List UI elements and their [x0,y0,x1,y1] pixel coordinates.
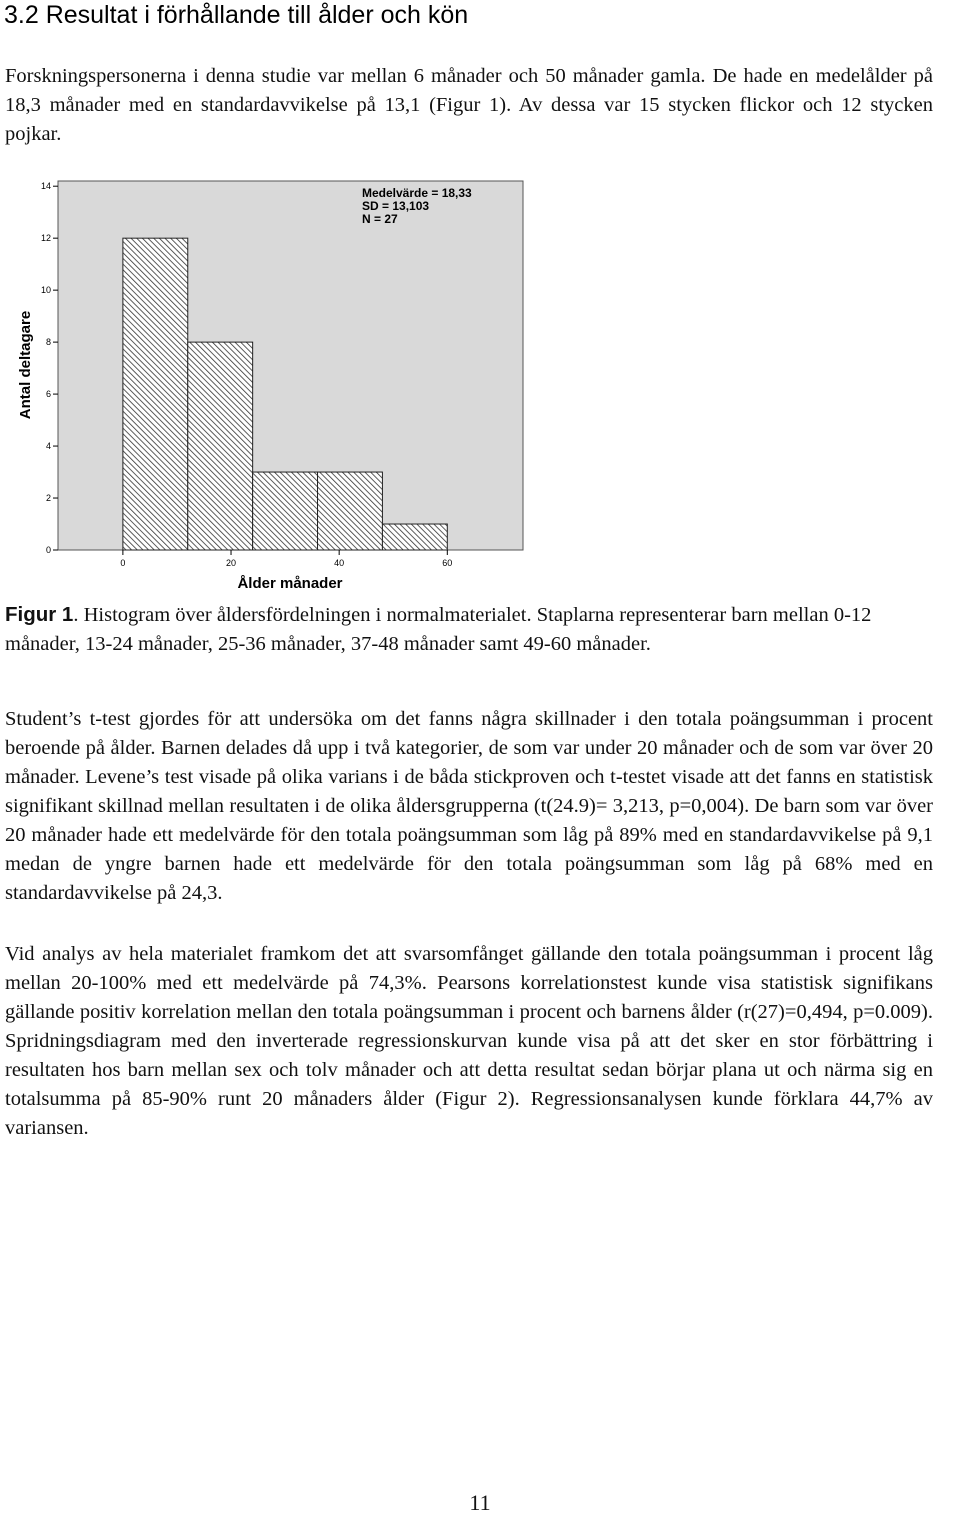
histogram-chart [0,170,540,595]
stats-label: N = 27 [362,212,398,226]
page-number: 11 [469,1490,491,1515]
stats-label: SD = 13,103 [362,199,430,213]
x-tick-label: 0 [120,558,126,568]
y-tick-label: 0 [45,545,51,555]
y-tick-label: 6 [45,389,51,400]
correlation-paragraph: Vid analys av hela materialet framkom det att svarsomfånget gällande den totala poängsumman i procent låg mellan 20-100% med ett medelvärde på 74,3%. Pearsons korrelationstest kunde visa statistisk signifikans gällande positiv korrelation mellan den totala poängsumman i procent och barnens ålder (r(27)=0,494, p=0.009). Spridningsdiagram med den inverterade regressionskurvan kunde visa på att det sker en stor förbättring i resultaten hos barn mellan sex och tolv månader och att detta resultat sedan börjar plana ut och närma sig en totalsumma på 85-90% runt 20 månaders ålder (Figur 2). Regressionsanalysen kunde förklara 44,7% av variansen. [5,943,933,1139]
stats-label: Medelvärde = 18,33 [362,186,472,200]
y-tick-label: 2 [45,493,51,504]
histogram-bar [123,238,188,550]
x-tick-label: 20 [226,558,237,568]
histogram-bar [382,524,447,550]
y-tick-label: 4 [45,441,51,452]
figure-label: Figur 1 [5,603,74,626]
x-tick-label: 60 [442,558,453,568]
x-tick-label: 40 [334,558,345,568]
y-tick-label: 12 [40,233,51,244]
section-title: 3.2 Resultat i förhållande till ålder och kön [4,1,469,29]
figure-caption [5,600,940,659]
ttest-paragraph: Student’s t-test gjordes för att undersöka om det fanns några skillnader i den totala poängsumman i procent beroende på ålder. Barnen delades då upp i två kategorier, de som var under 20 månader och de som var över 20 månader. Levene’s test visade på olika varians i de båda stickproven och t-testet visade att det fanns en statistisk signifikant skillnad mellan resultaten i de olika åldersgrupperna (t(24.9)= 3,213, p=0,004). De barn som var över 20 månader hade ett medelvärde för den totala poängsumman som låg på 89% med en standardavvikelse på 9,1 medan de yngre barnen hade ett medelvärde för den totala poängsumman som låg på 68% med en standardavvikelse på 24,3. [5,708,933,904]
histogram-bar [253,472,318,550]
y-tick-label: 10 [40,285,51,296]
figure-caption-text: . Histogram över åldersfördelningen i normalmaterialet. Staplarna representerar barn mellan 0-12 månader, 13-24 månader, 25-36 månader, 37-48 månader samt 49-60 månader. [5,604,872,655]
histogram-figure [0,170,540,595]
histogram-bar [318,472,383,550]
y-tick-label: 8 [45,337,51,348]
x-axis-label: Ålder månader [237,575,343,592]
y-axis-label: Antal deltagare [17,310,34,420]
intro-paragraph: Forskningspersonerna i denna studie var mellan 6 månader och 50 månader gamla. De hade en medelålder på 18,3 månader med en standardavvikelse på 13,1 (Figur 1). Av dessa var 15 stycken flickor och 12 stycken pojkar. [5,65,933,145]
histogram-bar [188,342,253,550]
y-tick-label: 14 [40,181,51,192]
